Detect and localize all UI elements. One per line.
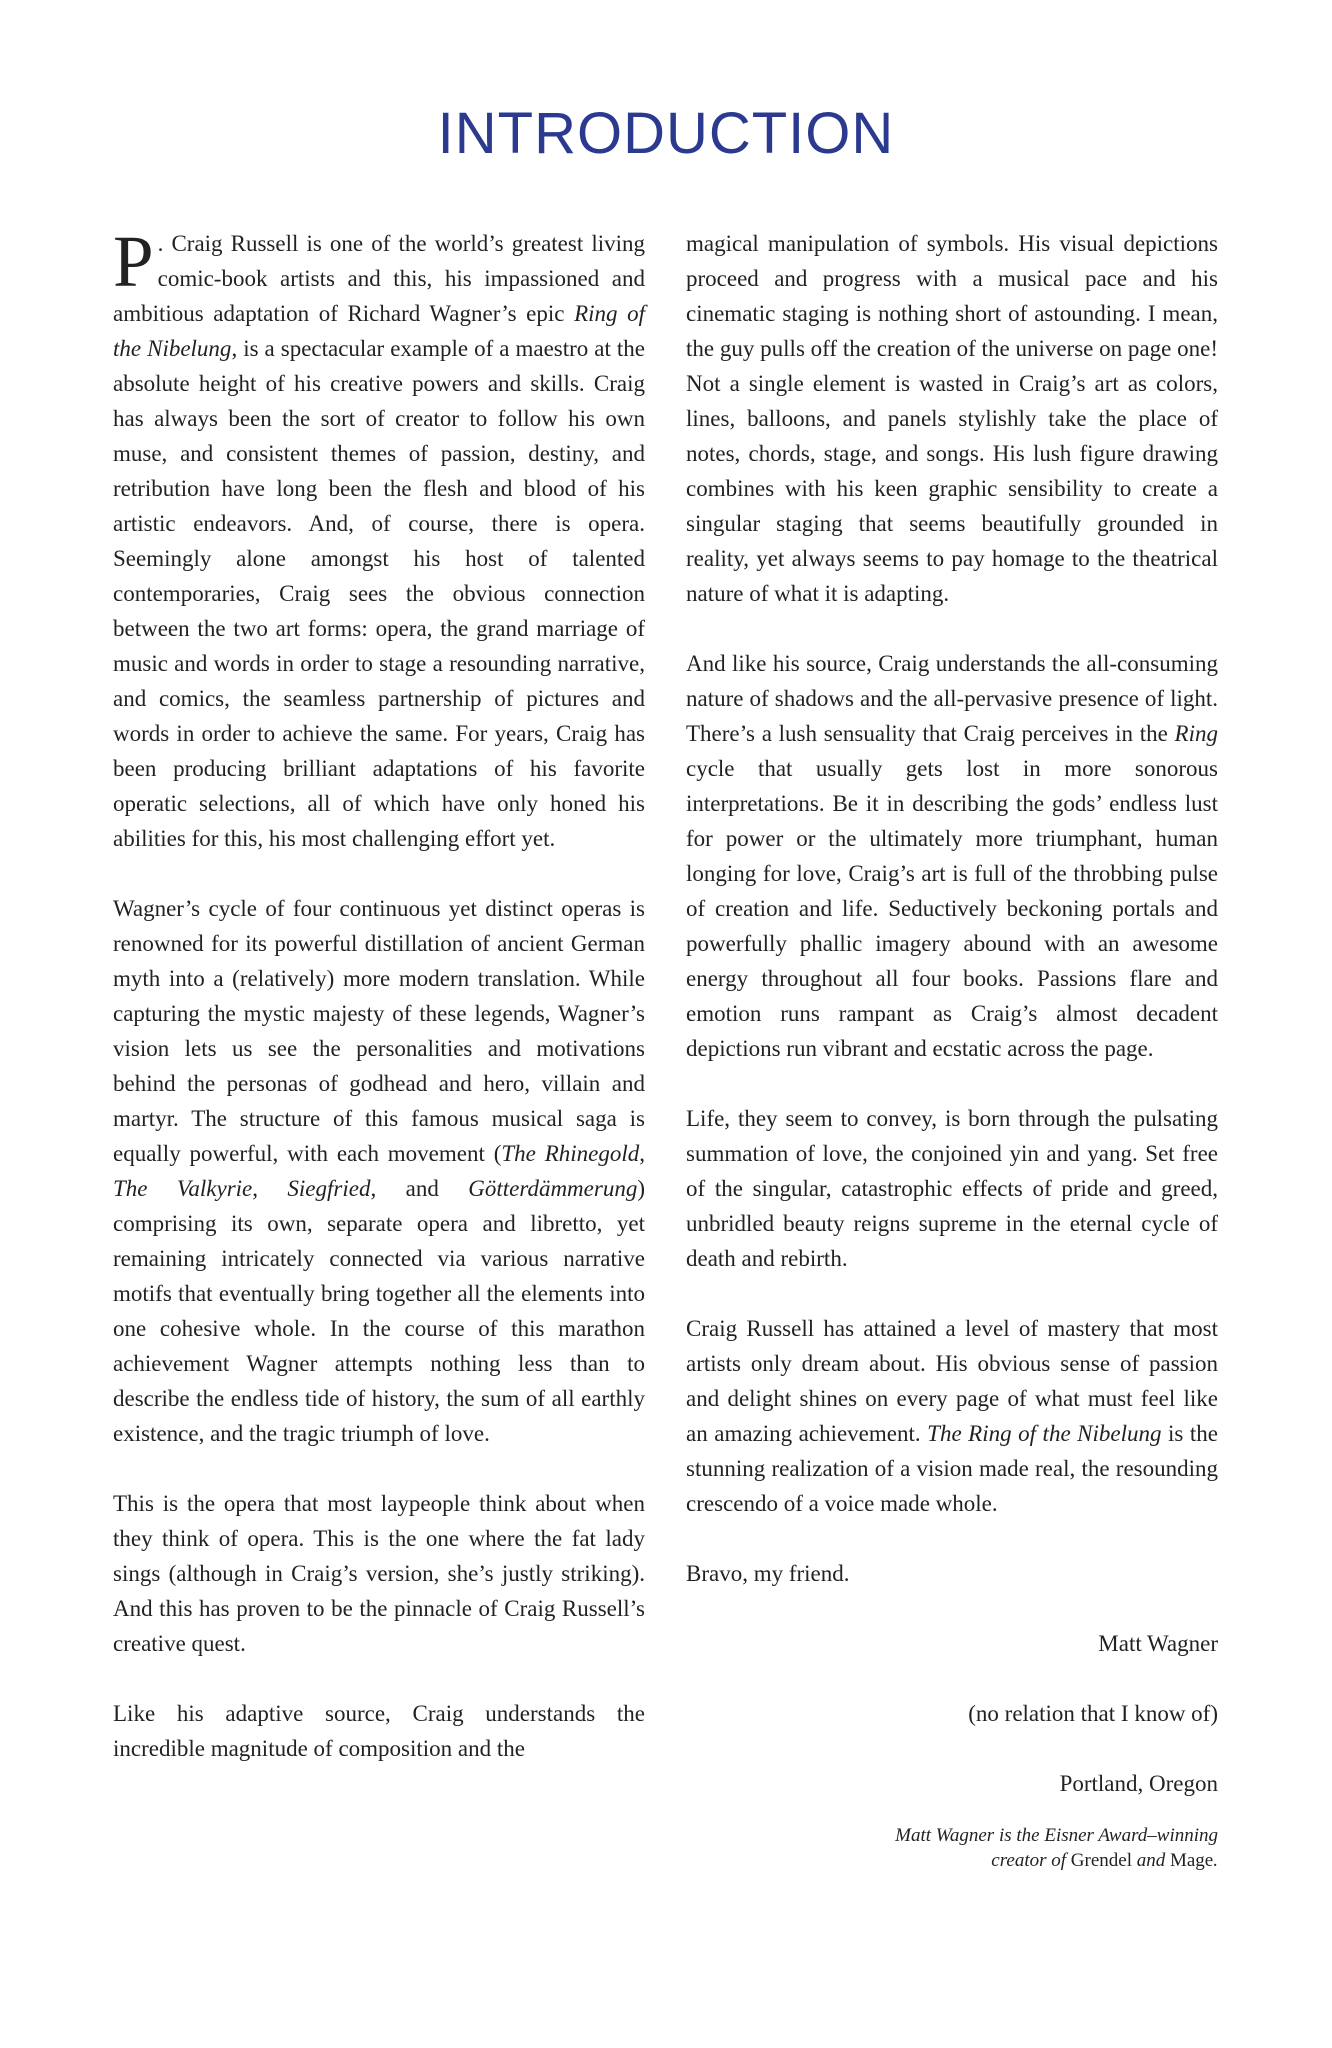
right-column: [686, 226, 1218, 1873]
paragraph-2: [113, 891, 645, 1451]
text-run: ) comprising its own, separate opera and libretto, yet remaining intricately connected via various narrative motifs that eventually bring together all the elements into one cohesive whole. In the course of this marathon achievement Wagner attempts nothing less than to describe the endless tide of history, the sum of all earthly existence, and the tragic triumph of love.: [113, 1176, 645, 1446]
page-title: INTRODUCTION: [437, 101, 895, 166]
signature-block: [686, 1626, 1218, 1801]
paragraph-1: [113, 221, 645, 856]
text-run: . Craig Russell is one of the world’s greatest living comic-book artists and this, his impassioned and ambitious adaptation of Richard Wagner’s epic: [113, 231, 645, 326]
left-column: [113, 221, 645, 1766]
text-run: and: [1131, 1850, 1170, 1871]
text-run: ,: [639, 1141, 645, 1166]
text-run: , and: [370, 1176, 469, 1201]
italic-title: Götterdämmerung: [468, 1176, 638, 1201]
text-run: cycle that usually gets lost in more sonorous interpretations. Be it in describing the gods’ endless lust for power or the ultimately more triumphant, human longing for love, Craig’s art is full of the throbbing pulse of creation and life. Seductively beckoning portals and powerfully phallic imagery abound with an awesome energy throughout all four books. Passions flare and emotion runs rampant as Craig’s almost decadent depictions run vibrant and ecstatic across the page.: [686, 756, 1218, 1061]
author-credit: [686, 1823, 1218, 1873]
text-run: creator of: [991, 1850, 1071, 1871]
text-run: ,: [252, 1176, 288, 1201]
paragraph-3: This is the opera that most laypeople think about when they think of opera. This is the one where the fat lady sings (although in Craig’s version, she’s justly striking). And this has proven to be the pinnacle of Craig Russell’s creative quest.: [113, 1491, 645, 1656]
text-run: Craig Russell has attained a level of mastery that most artists only dream about. His obvious sense of passion and delight shines on every page of what must feel like an amazing achievement.: [686, 1316, 1218, 1446]
italic-title: Ring of the Nibelung: [113, 301, 645, 361]
credit-line-2: [686, 1848, 1218, 1873]
signature-name: Matt Wagner: [1098, 1631, 1218, 1656]
italic-title: Ring: [1174, 721, 1218, 746]
paragraph-4: Like his adaptive source, Craig understands the incredible magnitude of composition and the: [113, 1701, 645, 1761]
credit-line-1: Matt Wagner is the Eisner Award–winning: [895, 1825, 1218, 1846]
text-run: is the stunning realization of a vision made real, the resounding crescendo of a voice made whole.: [686, 1421, 1219, 1516]
signoff: Bravo, my friend.: [686, 1561, 850, 1586]
signature-location: Portland, Oregon: [1059, 1771, 1218, 1796]
book-title: Grendel: [1070, 1850, 1132, 1871]
italic-title: The Rhinegold: [501, 1141, 640, 1166]
book-title: Mage: [1169, 1850, 1214, 1871]
paragraph-5: magical manipulation of symbols. His visual depictions proceed and progress with a musical pace and his cinematic staging is nothing short of astounding. I mean, the guy pulls off the creation of the universe on page one! Not a single element is wasted in Craig’s art as colors, lines, balloons, and panels stylishly take the place of notes, chords, stage, and songs. His lush figure drawing combines with his keen graphic sensibility to create a singular staging that seems beautifully grounded in reality, yet always seems to pay homage to the theatrical nature of what it is adapting.: [686, 231, 1218, 606]
italic-title: Siegfried: [287, 1176, 371, 1201]
drop-cap: P: [113, 221, 154, 302]
paragraph-7: Life, they seem to convey, is born through the pulsating summation of love, the conjoined yin and yang. Set free of the singular, catastrophic effects of pride and greed, unbridled beauty reigns supreme in the eternal cycle of death and rebirth.: [686, 1106, 1218, 1271]
italic-title: The Valkyrie: [113, 1176, 253, 1201]
signature-note: (no relation that I know of): [968, 1701, 1218, 1726]
text-run: Wagner’s cycle of four continuous yet distinct operas is renowned for its powerful distillation of ancient German myth into a (relatively) more modern translation. While capturing the mystic majesty of these legends, Wagner’s vision lets us see the personalities and motivations behind the personas of godhead and hero, villain and martyr. The structure of this famous musical saga is equally powerful, with each movement (: [113, 896, 645, 1166]
text-run: And like his source, Craig understands the all-consuming nature of shadows and the all-pervasive presence of light. There’s a lush sensuality that Craig perceives in the: [686, 651, 1218, 746]
text-run: , is a spectacular example of a maestro at the absolute height of his creative powers and skills. Craig has always been the sort of creator to follow his own muse, and consistent themes of passion, destiny, and retribution have long been the flesh and blood of his artistic endeavors. And, of course, there is opera. Seemingly alone amongst his host of talented contemporaries, Craig sees the obvious connection between the two art forms: opera, the grand marriage of music and words in order to stage a resounding narrative, and comics, the seamless partnership of pictures and words in order to achieve the same. For years, Craig has been producing brilliant adaptations of his favorite operatic selections, all of which have only honed his abilities for this, his most challenging effort yet.: [113, 336, 645, 851]
paragraph-6: [686, 646, 1218, 1066]
text-run: .: [1213, 1850, 1218, 1871]
paragraph-8: [686, 1311, 1218, 1521]
italic-title: The Ring of the Nibelung: [927, 1421, 1162, 1446]
